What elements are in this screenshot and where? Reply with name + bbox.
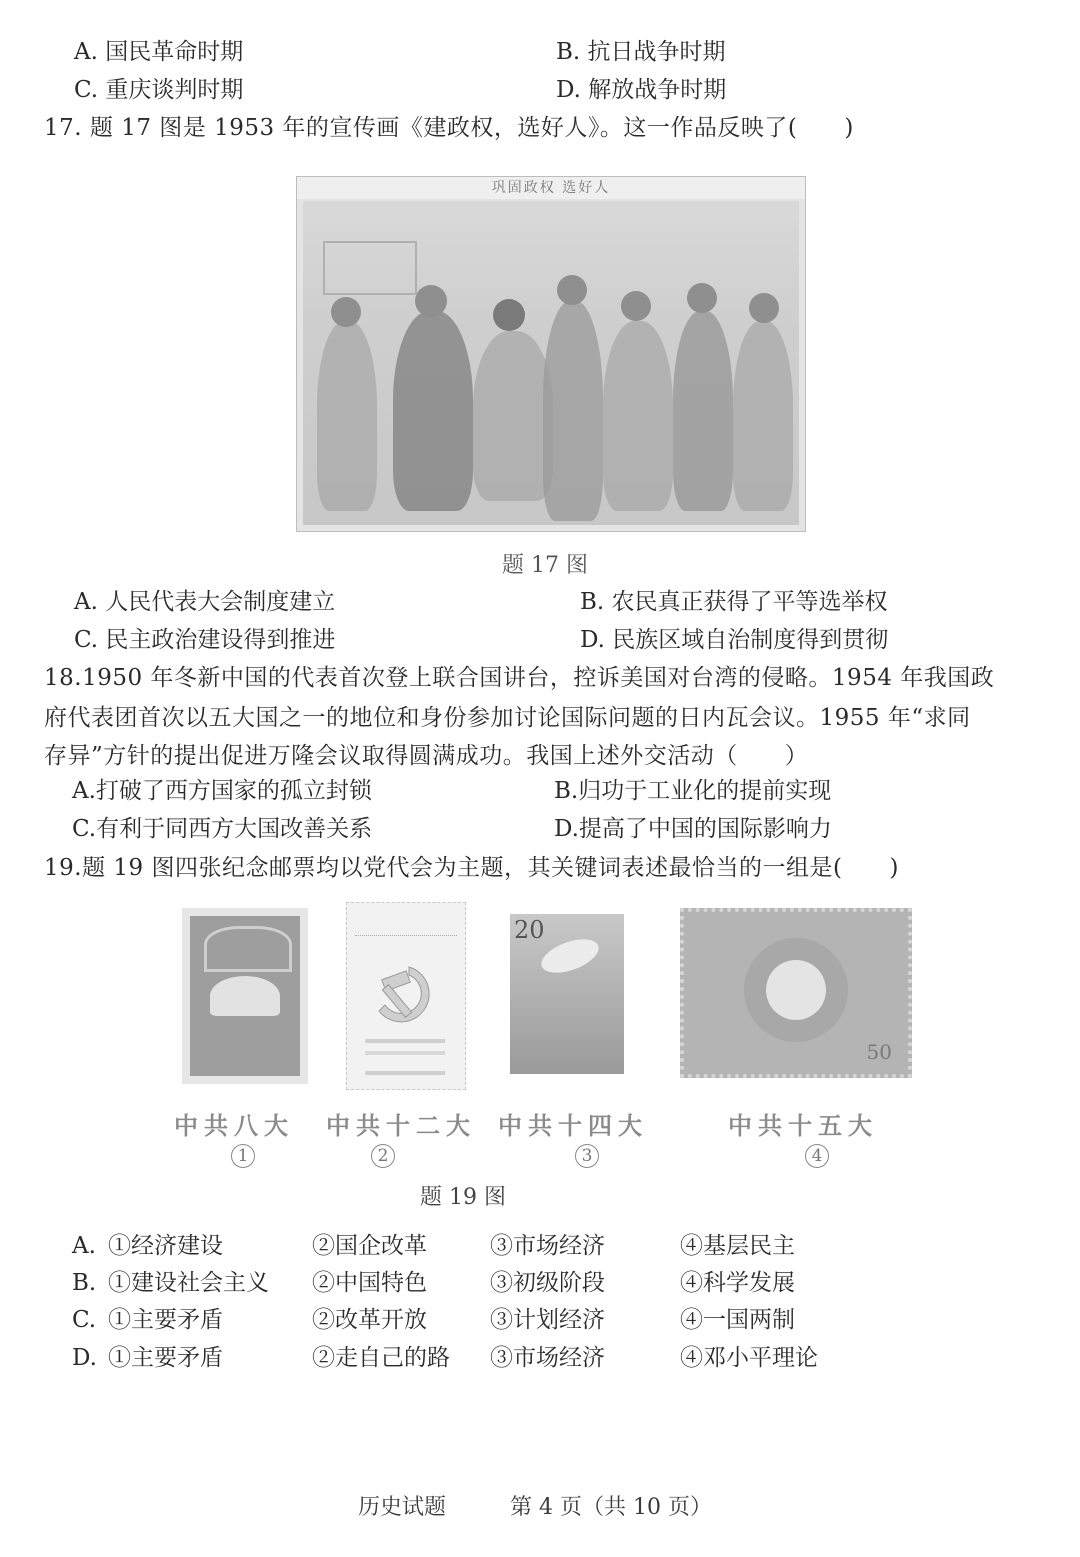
- stamp-label-3: 中共十四大: [498, 1111, 648, 1140]
- footer-subject: 历史试题: [358, 1495, 447, 1520]
- q18-stem-line-3: 存异”方针的提出促进万隆会议取得圆满成功。我国上述外交活动（ ）: [44, 743, 809, 769]
- q17-option-a: A. 人民代表大会制度建立: [74, 589, 336, 615]
- stamp-12th-congress: [346, 902, 466, 1090]
- option-keyword-3: ③初级阶段: [490, 1270, 605, 1296]
- option-letter: A.: [72, 1233, 96, 1259]
- q18-option-d: D.提高了中国的国际影响力: [554, 816, 832, 842]
- stamp-number-2: 2: [368, 1142, 398, 1168]
- option-keyword-2: ②国企改革: [312, 1233, 427, 1259]
- option-keyword-3: ③计划经济: [490, 1307, 605, 1333]
- stamp-number-4: 4: [802, 1142, 832, 1168]
- q17-option-c: C. 民主政治建设得到推进: [74, 627, 336, 653]
- q17-option-b: B. 农民真正获得了平等选举权: [580, 589, 888, 615]
- hammer-sickle-icon: [369, 961, 439, 1031]
- q17-stem: 17. 题 17 图是 1953 年的宣传画《建政权，选好人》。这一作品反映了( ): [44, 115, 854, 141]
- stamp-label-1: 中共八大: [174, 1111, 294, 1140]
- q17-option-d: D. 民族区域自治制度得到贯彻: [580, 627, 889, 653]
- q19-figure-caption: 题 19 图: [420, 1185, 506, 1210]
- option-keyword-4: ④科学发展: [680, 1270, 795, 1296]
- q19-stem: 19.题 19 图四张纪念邮票均以党代会为主题，其关键词表述最恰当的一组是( ): [44, 855, 899, 881]
- q17-figure-caption: 题 17 图: [502, 553, 588, 578]
- q17-propaganda-painting: [296, 176, 806, 532]
- option-keyword-1: ①经济建设: [108, 1233, 223, 1259]
- stamp-15th-congress: [680, 908, 912, 1078]
- option-keyword-3: ③市场经济: [490, 1233, 605, 1259]
- option-letter: B.: [72, 1270, 97, 1296]
- q16-option-a: A. 国民革命时期: [74, 39, 244, 65]
- q18-stem-line-2: 府代表团首次以五大国之一的地位和身份参加讨论国际问题的日内瓦会议。1955 年“求同: [44, 705, 971, 731]
- stamp-number-3: 3: [572, 1142, 602, 1168]
- option-keyword-1: ①主要矛盾: [108, 1345, 223, 1371]
- stamp-denomination: 50: [866, 1040, 892, 1064]
- option-letter: D.: [72, 1345, 97, 1371]
- q18-option-a: A.打破了西方国家的孤立封锁: [72, 778, 372, 804]
- stamp-14th-congress: [510, 914, 624, 1074]
- option-keyword-2: ②改革开放: [312, 1307, 427, 1333]
- q18-option-c: C.有利于同西方大国改善关系: [72, 816, 373, 842]
- option-keyword-4: ④一国两制: [680, 1307, 795, 1333]
- stamp-8th-congress: [182, 908, 308, 1084]
- option-keyword-4: ④基层民主: [680, 1233, 795, 1259]
- stamp-denomination: 20: [514, 916, 545, 944]
- painting-scene: [303, 201, 799, 525]
- stamp-label-2: 中共十二大: [326, 1111, 476, 1140]
- footer-page-number: 第 4 页（共 10 页）: [510, 1495, 712, 1520]
- q16-option-c: C. 重庆谈判时期: [74, 77, 244, 103]
- option-letter: C.: [72, 1307, 97, 1333]
- option-keyword-2: ②走自己的路: [312, 1345, 450, 1371]
- q18-stem-line-1: 18.1950 年冬新中国的代表首次登上联合国讲台，控诉美国对台湾的侵略。1954 年我国政: [44, 665, 995, 691]
- option-keyword-1: ①主要矛盾: [108, 1307, 223, 1333]
- option-keyword-4: ④邓小平理论: [680, 1345, 818, 1371]
- q16-option-b: B. 抗日战争时期: [556, 39, 726, 65]
- option-keyword-2: ②中国特色: [312, 1270, 427, 1296]
- painting-banner: 巩固政权 选好人: [297, 177, 805, 199]
- q18-option-b: B.归功于工业化的提前实现: [554, 778, 832, 804]
- q16-option-d: D. 解放战争时期: [556, 77, 727, 103]
- stamp-number-1: 1: [228, 1142, 258, 1168]
- option-keyword-3: ③市场经济: [490, 1345, 605, 1371]
- option-keyword-1: ①建设社会主义: [108, 1270, 269, 1296]
- stamp-label-4: 中共十五大: [728, 1111, 878, 1140]
